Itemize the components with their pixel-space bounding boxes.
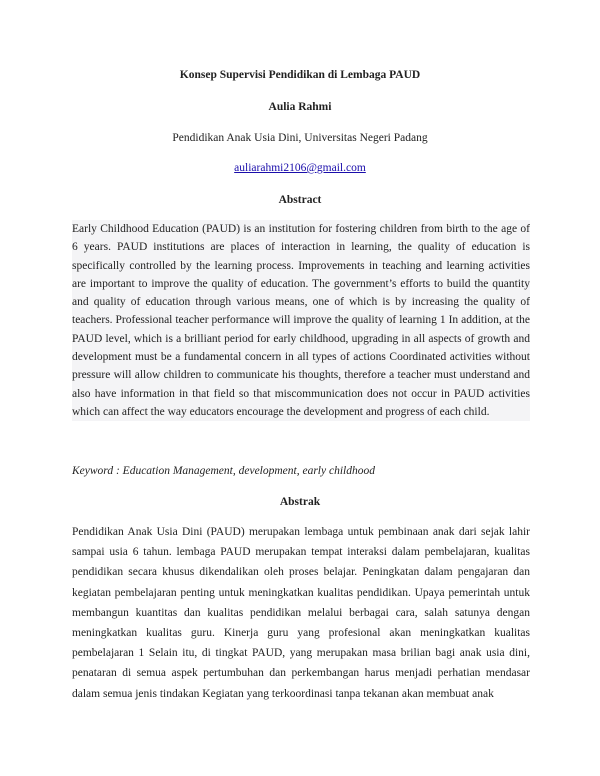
abstract-heading: Abstract	[278, 194, 322, 206]
abstract-body: Early Childhood Education (PAUD) is an institution for fostering children from birth to the age of 6 years. PAUD institutions are places of interaction in learning, the quality of education is specifically controlled by the learning process. Improvements in teaching and learning activities are important to improve the quality of education. The government’s efforts to build the quantity and quality of education through various means, one of which is by increasing the quality of teachers. Professional teacher performance will improve the quality of learning 1 In addition, at the PAUD level, which is a brilliant period for early childhood, upgrading in all aspects of growth and development must be a fundamental concern in all types of actions Coordinated activities without pressure will allow children to communicate his thoughts, therefore a teacher must understand and also have information in that field so that miscommunication does not occur in PAUD activities which can affect the way educators encourage the development and progress of each child.	[72, 220, 530, 421]
author-affiliation: Pendidikan Anak Usia Dini, Universitas Negeri Padang	[172, 132, 428, 144]
author-name: Aulia Rahmi	[268, 101, 332, 113]
abstrak-body: Pendidikan Anak Usia Dini (PAUD) merupakan lembaga untuk pembinaan anak dari sejak lahir sampai usia 6 tahun. lembaga PAUD merupakan tempat interaksi dalam pembelajaran, kualitas pendidikan secara khusus dikendalikan oleh proses belajar. Peningkatan dalam pengajaran dan kegiatan pembelajaran penting untuk meningkatkan kualitas pendidikan. Upaya pemerintah untuk membangun kuantitas dan kualitas pendidikan melalui berbagai cara, salah satunya dengan meningkatkan kualitas guru. Kinerja guru yang profesional akan meningkatkan kualitas pembelajaran 1 Selain itu, di tingkat PAUD, yang merupakan masa brilian bagi anak usia dini, penataran di semua aspek pertumbuhan dan perkembangan harus menjadi perhatian mendasar dalam semua jenis tindakan Kegiatan yang terkoordinasi tanpa tekanan akan membuat anak	[72, 526, 530, 700]
abstrak-heading: Abstrak	[279, 496, 321, 508]
author-email-link[interactable]: auliarahmi2106@gmail.com	[234, 162, 366, 174]
keywords-line: Keyword : Education Management, development, early childhood	[72, 465, 375, 477]
paper-title: Konsep Supervisi Pendidikan di Lembaga PAUD	[179, 69, 421, 81]
